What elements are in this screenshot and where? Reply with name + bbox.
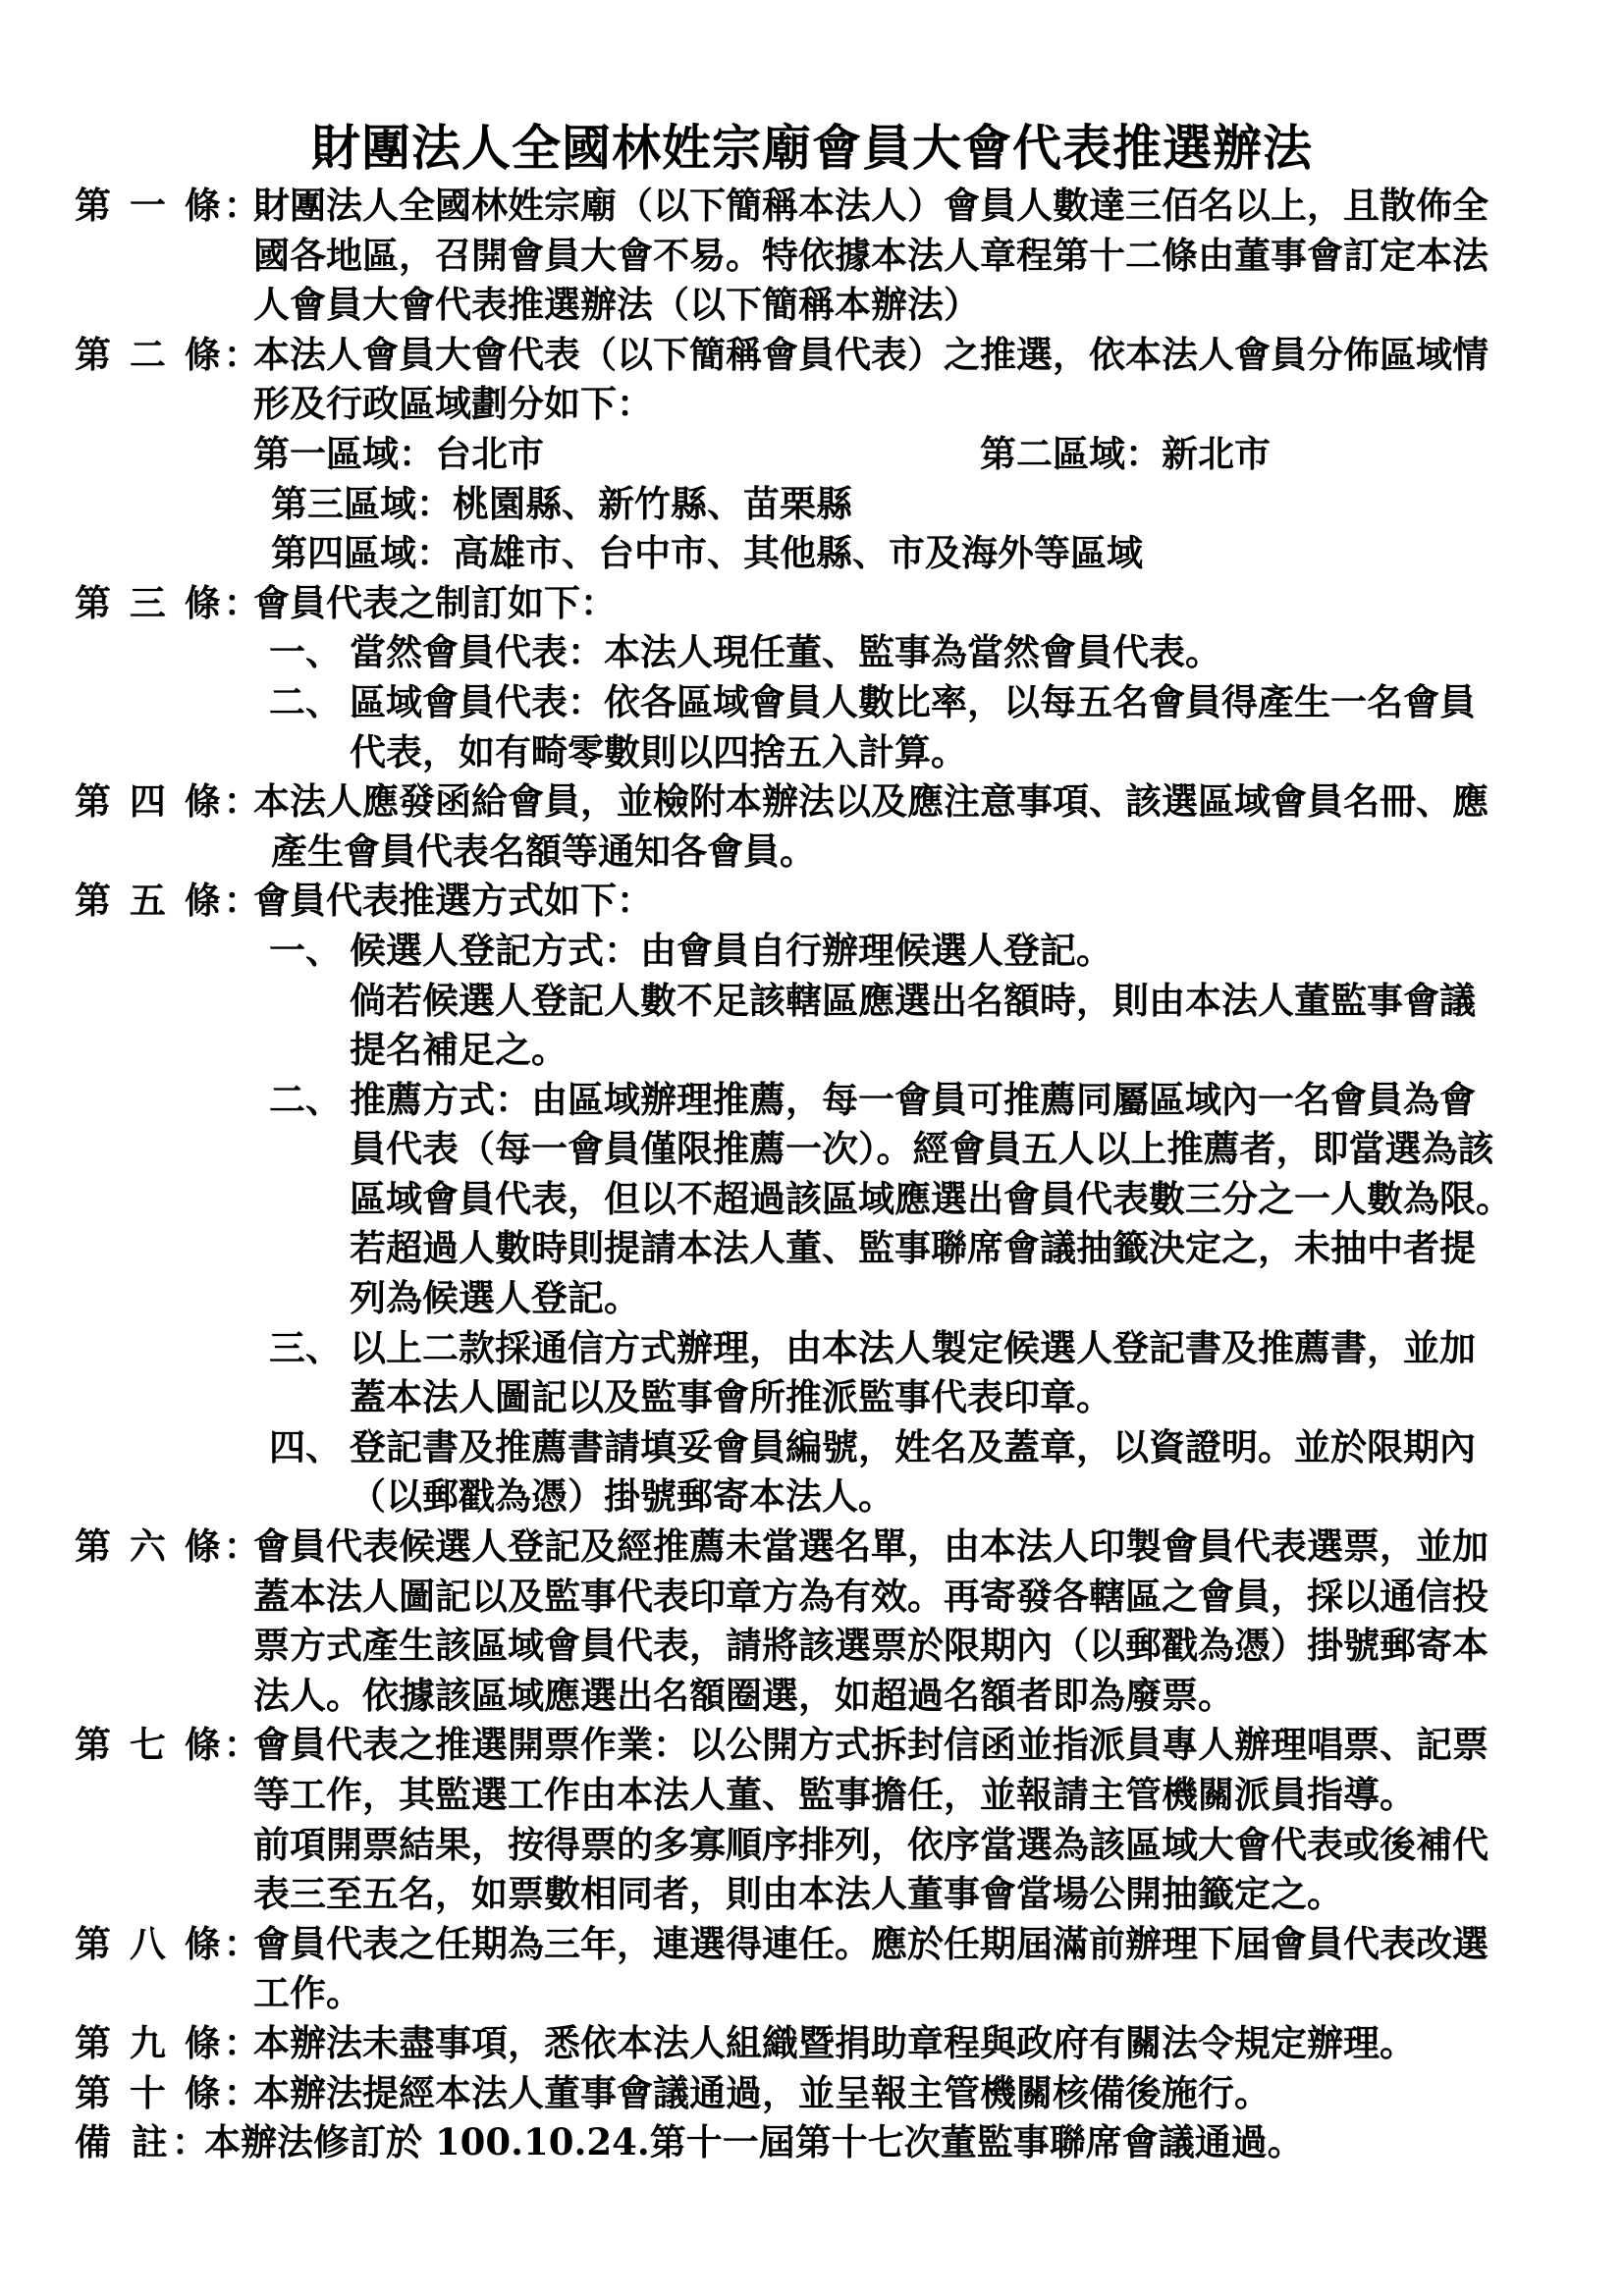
article-8 bbox=[75, 1919, 1567, 2018]
text-line: 國各地區，召開會員大會不易。特依據本法人章程第十二條由董事會訂定本法 bbox=[253, 233, 1489, 277]
text-line: 法人。依據該區域應選出名額圈選，如超過名額者即為廢票。 bbox=[253, 1673, 1234, 1717]
article-text bbox=[253, 1720, 1567, 1918]
text-line: 以上二款採通信方式辦理，由本法人製定候選人登記書及推薦書，並加 bbox=[350, 1325, 1476, 1369]
region-3: 第三區域：桃園縣、新竹縣、苗栗縣 bbox=[271, 481, 852, 525]
article-2 bbox=[75, 330, 1567, 578]
article-5-items bbox=[75, 926, 1567, 1522]
list-item bbox=[253, 926, 1567, 1075]
text-line: 員代表（每一會員僅限推薦一次）。經會員五人以上推薦者，即當選為該 bbox=[350, 1127, 1494, 1171]
text-line: 形及行政區域劃分如下： bbox=[253, 382, 653, 426]
article-6 bbox=[75, 1522, 1567, 1720]
article-text bbox=[253, 330, 1567, 578]
region-4: 第四區域：高雄市、台中市、其他縣、市及海外等區域 bbox=[271, 531, 1143, 575]
text-line: 蓋本法人圖記以及監事代表印章方為有效。再寄發各轄區之會員，採以通信投 bbox=[253, 1574, 1489, 1618]
text-line: 蓋本法人圖記以及監事會所推派監事代表印章。 bbox=[350, 1375, 1112, 1419]
item-number: 四、 bbox=[269, 1424, 342, 1468]
text-line: 產生會員代表名額等通知各會員。 bbox=[271, 828, 816, 873]
text-line: 候選人登記方式：由會員自行辦理候選人登記。 bbox=[350, 928, 1112, 972]
text-line: 本法人會員大會代表（以下簡稱會員代表）之推選，依本法人會員分佈區域情 bbox=[253, 332, 1489, 376]
article-text bbox=[253, 2018, 1567, 2068]
article-label: 第 五 條： bbox=[75, 879, 263, 923]
text-line: 代表，如有畸零數則以四捨五入計算。 bbox=[350, 729, 967, 774]
article-label: 第 六 條： bbox=[75, 1524, 263, 1569]
text-line: 若超過人數時則提請本法人董、監事聯席會議抽籤決定之，未抽中者提 bbox=[350, 1226, 1476, 1270]
text-line: 人會員大會代表推選辦法（以下簡稱本辦法） bbox=[253, 283, 980, 327]
item-text bbox=[350, 1075, 1567, 1323]
text-line: 本辦法提經本法人董事會議通過，並呈報主管機關核備後施行。 bbox=[253, 2070, 1271, 2114]
text-line: 會員代表之任期為三年，連選得連任。應於任期屆滿前辦理下屆會員代表改選 bbox=[253, 1921, 1489, 1965]
article-label: 第 一 條： bbox=[75, 184, 263, 227]
note-text-wrap bbox=[204, 2117, 1567, 2167]
text-line: 推薦方式：由區域辦理推薦，每一會員可推薦同屬區域內一名會員為會 bbox=[350, 1077, 1476, 1121]
text-line: 區域會員代表：依各區域會員人數比率，以每五名會員得產生一名會員 bbox=[350, 679, 1476, 723]
article-10 bbox=[75, 2068, 1567, 2118]
item-text bbox=[350, 1422, 1567, 1522]
list-item bbox=[253, 1422, 1567, 1522]
item-number: 一、 bbox=[269, 630, 342, 674]
article-3 bbox=[75, 578, 1567, 628]
item-text bbox=[350, 1323, 1567, 1422]
text-line: 提名補足之。 bbox=[350, 1028, 568, 1072]
text-line: 會員代表之推選開票作業：以公開方式拆封信函並指派員專人辦理唱票、記票 bbox=[253, 1723, 1489, 1767]
item-number: 一、 bbox=[269, 928, 342, 972]
item-number: 二、 bbox=[269, 1077, 342, 1121]
article-9 bbox=[75, 2018, 1567, 2068]
text-line: 票方式產生該區域會員代表，請將該選票於限期內（以郵戳為憑）掛號郵寄本 bbox=[253, 1624, 1489, 1668]
article-4 bbox=[75, 776, 1567, 876]
region-row bbox=[253, 429, 1567, 479]
item-text bbox=[350, 677, 1567, 776]
text-line: 本法人應發函給會員，並檢附本辦法以及應注意事項、該選區域會員名冊、應 bbox=[253, 779, 1489, 824]
list-item bbox=[253, 1075, 1567, 1323]
article-1 bbox=[75, 181, 1567, 330]
article-text bbox=[253, 876, 1567, 926]
article-text bbox=[253, 776, 1567, 876]
region-2: 第二區域：新北市 bbox=[980, 431, 1271, 475]
note-text: 本辦法修訂於 100.10.24.第十一屆第十七次董監事聯席會議通過。 bbox=[204, 2120, 1304, 2164]
article-label: 第 七 條： bbox=[75, 1723, 263, 1767]
article-text bbox=[253, 1919, 1567, 2018]
list-item bbox=[253, 1323, 1567, 1422]
text-line: 會員代表推選方式如下： bbox=[253, 879, 653, 923]
text-line: 前項開票結果，按得票的多寡順序排列，依序當選為該區域大會代表或後補代 bbox=[253, 1822, 1489, 1866]
item-number: 二、 bbox=[269, 679, 342, 723]
list-item bbox=[253, 677, 1567, 776]
article-3-items bbox=[75, 627, 1567, 776]
item-text bbox=[350, 926, 1567, 1075]
text-line: 等工作，其監選工作由本法人董、監事擔任，並報請主管機關派員指導。 bbox=[253, 1773, 1416, 1816]
text-line: 表三至五名，如票數相同者，則由本法人董事會當場公開抽籤定之。 bbox=[253, 1872, 1343, 1916]
text-line: 會員代表之制訂如下： bbox=[253, 580, 617, 624]
text-line: 會員代表候選人登記及經推薦未當選名單，由本法人印製會員代表選票，並加 bbox=[253, 1524, 1489, 1569]
article-text bbox=[253, 2068, 1567, 2118]
article-text bbox=[253, 1522, 1567, 1720]
article-text bbox=[253, 578, 1567, 628]
note-label: 備 註： bbox=[75, 2120, 212, 2164]
text-line: 當然會員代表：本法人現任董、監事為當然會員代表。 bbox=[350, 630, 1221, 674]
document-title: 財團法人全國林姓宗廟會員大會代表推選辦法 bbox=[311, 119, 1313, 177]
item-text bbox=[350, 627, 1567, 677]
document-body bbox=[75, 181, 1567, 2167]
article-label: 第 三 條： bbox=[75, 580, 263, 624]
text-line: 財團法人全國林姓宗廟（以下簡稱本法人）會員人數達三佰名以上，且散佈全 bbox=[253, 184, 1489, 227]
item-number: 三、 bbox=[269, 1325, 342, 1369]
region-1: 第一區域：台北市 bbox=[253, 431, 544, 475]
text-line: 倘若候選人登記人數不足該轄區應選出名額時，則由本法人董監事會議 bbox=[350, 978, 1476, 1022]
text-line: 本辦法未盡事項，悉依本法人組織暨捐助章程與政府有關法令規定辦理。 bbox=[253, 2020, 1416, 2064]
text-line: 工作。 bbox=[253, 1971, 362, 2015]
article-5 bbox=[75, 876, 1567, 926]
article-7 bbox=[75, 1720, 1567, 1918]
document-note bbox=[75, 2117, 1567, 2167]
article-label: 第 二 條： bbox=[75, 332, 263, 376]
text-line: 區域會員代表，但以不超過該區域應選出會員代表數三分之一人數為限。 bbox=[350, 1176, 1512, 1220]
article-label: 第 四 條： bbox=[75, 779, 263, 824]
article-text bbox=[253, 181, 1567, 330]
article-label: 第 十 條： bbox=[75, 2070, 263, 2114]
article-label: 第 八 條： bbox=[75, 1921, 263, 1965]
text-line: 列為候選人登記。 bbox=[350, 1276, 640, 1320]
text-line: 登記書及推薦書請填妥會員編號，姓名及蓋章，以資證明。並於限期內 bbox=[350, 1424, 1476, 1468]
text-line: （以郵戳為憑）掛號郵寄本法人。 bbox=[350, 1474, 894, 1519]
article-label: 第 九 條： bbox=[75, 2020, 263, 2064]
list-item bbox=[253, 627, 1567, 677]
